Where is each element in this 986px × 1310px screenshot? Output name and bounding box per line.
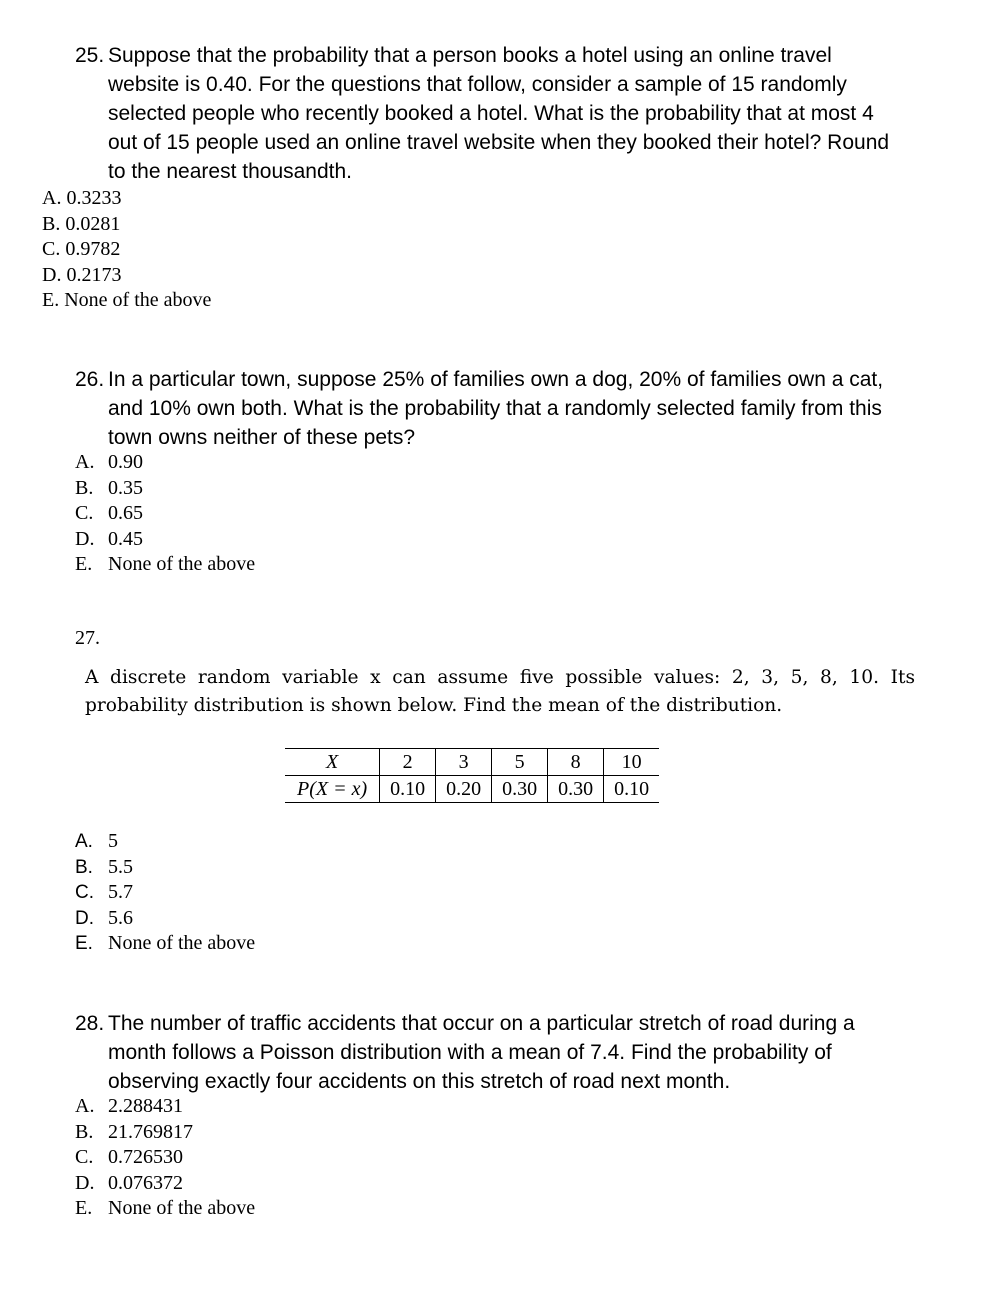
option-c[interactable]: C. 0.9782 (42, 238, 121, 260)
table-cell: 2 (380, 749, 436, 776)
options-27 (75, 829, 255, 957)
option-d[interactable]: D. 0.2173 (42, 263, 122, 286)
question-text: The number of traffic accidents that occur on a particular stretch of road during a month follows a Poisson distribution with a mean of 7.4. Find the probability of observing exactly four accidents on this stretch of road next month. (108, 1012, 855, 1093)
option-a[interactable]: A. 0.3233 (42, 187, 122, 209)
table-cell: 10 (604, 749, 660, 776)
table-cell: 3 (436, 749, 492, 776)
table-cell: 8 (548, 749, 604, 776)
question-number: 25. (75, 44, 105, 67)
option-a[interactable]: A. 0.90 (75, 451, 143, 473)
option-b[interactable]: B. 0.0281 (42, 212, 121, 235)
option-e[interactable]: E. None of the above (75, 932, 256, 954)
question-number: 28. (75, 1012, 105, 1035)
question-26 (75, 365, 935, 452)
table-row (285, 776, 659, 803)
option-d[interactable]: D. 0.076372 (75, 1171, 183, 1194)
options-26 (75, 450, 255, 578)
option-d[interactable]: D. 5.6 (75, 906, 133, 929)
question-text: Suppose that the probability that a person books a hotel using an online travel website is 0.40. For the questions that follow, consider a sample of 15 randomly selected people who recently booked a hotel. What is the probability that at most 4 out of 15 people used an online travel website when they booked their hotel? Round to the nearest thousandth. (108, 44, 890, 183)
option-b[interactable]: B. 0.35 (75, 476, 143, 499)
question-25 (75, 41, 935, 186)
option-b[interactable]: B. 21.769817 (75, 1120, 193, 1143)
table-cell: 0.30 (492, 776, 548, 803)
option-c[interactable]: C. 0.726530 (75, 1146, 183, 1168)
table-cell: 0.10 (604, 776, 660, 803)
question-28 (75, 1009, 935, 1096)
option-a[interactable]: A. 2.288431 (75, 1095, 183, 1117)
table-row (285, 749, 659, 776)
option-e[interactable]: E. None of the above (75, 1197, 256, 1219)
options-28 (75, 1094, 255, 1222)
question-number: 27. (75, 627, 100, 649)
option-a[interactable]: A. 5 (75, 830, 118, 852)
table-cell: 5 (492, 749, 548, 776)
option-c[interactable]: C. 0.65 (75, 502, 143, 524)
table-header-x: X (285, 749, 380, 776)
question-number: 26. (75, 368, 105, 391)
table-header-px: P(X = x) (285, 776, 380, 803)
options-25 (42, 186, 211, 314)
option-e[interactable]: E. None of the above (42, 289, 212, 311)
probability-table (285, 748, 659, 803)
option-c[interactable]: C. 5.7 (75, 881, 133, 903)
table-cell: 0.10 (380, 776, 436, 803)
table-cell: 0.20 (436, 776, 492, 803)
option-e[interactable]: E. None of the above (75, 553, 256, 575)
question-text: A discrete random variable x can assume five possible values: 2, 3, 5, 8, 10. Its probability distribution is shown below. Find the mean of the distribution. (85, 667, 915, 716)
table-cell: 0.30 (548, 776, 604, 803)
question-text: In a particular town, suppose 25% of families own a dog, 20% of families own a cat, and 10% own both. What is the probability that a randomly selected family from this town owns neither of these pets? (108, 368, 884, 449)
option-d[interactable]: D. 0.45 (75, 527, 143, 550)
option-b[interactable]: B. 5.5 (75, 855, 133, 878)
